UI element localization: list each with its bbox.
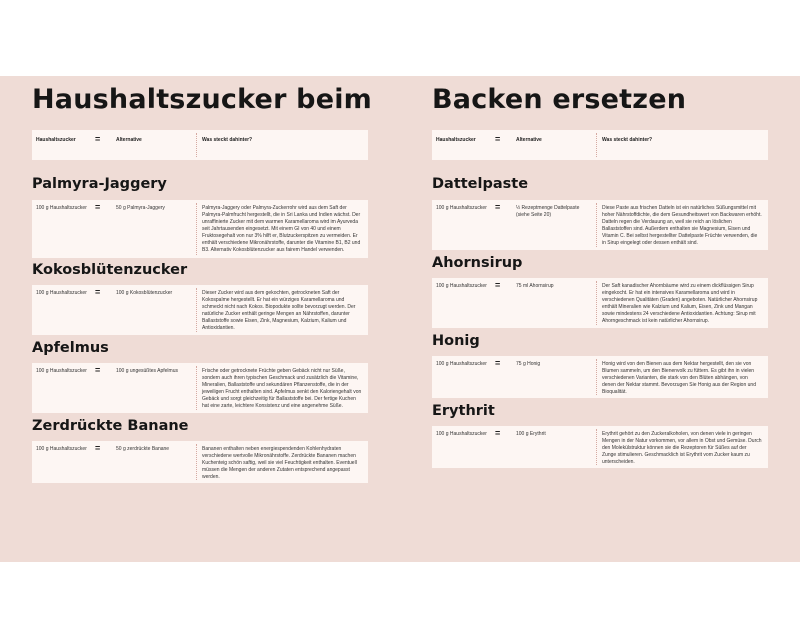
equals-sign: = (95, 134, 101, 144)
header-col-haushaltszucker: Haushaltszucker (436, 137, 476, 143)
section-title-honig: Honig (432, 333, 480, 349)
row-description: Der Saft kanadischer Ahornbäume wird zu einem dickflüssigen Sirup eingekocht. Er hat ein intensives Karamellaroma und wird in verschiedenen Qualitäten (Graden) angeboten. Natürlicher Ahornsirup enthält Mineralien wie Kalzium und Kalium, Eisen, Zink und Mangan sowie mindestens 24 verschiedene Antioxidantien. Achtung: Sirup mit Ahorngeschmack ist kein natürlicher Ahornsirup. (602, 283, 758, 324)
row-amount: 100 g Haushaltszucker (436, 205, 487, 211)
equals-sign: = (95, 287, 101, 297)
header-col-alternative: Alternative (116, 137, 142, 143)
table-header-right (432, 130, 768, 160)
column-divider (596, 133, 597, 157)
row-description: Honig wird von den Bienen aus dem Nektar hergestellt, den sie von Blumen sammeln, um den Bienenvolk zu füttern. Es gibt ihn in vielen verschiedenen Varianten, die stark von den Blüten abhängen, von denen der Nektar stammt. Bevorzugen Sie Honig aus der Region und Bioqualität. (602, 361, 756, 395)
row-alternative: 100 g Erythrit (516, 431, 546, 437)
page-title-right: Backen ersetzen (432, 84, 687, 115)
equals-sign: = (95, 202, 101, 212)
column-divider (596, 359, 597, 395)
row-alternative: 50 g zerdrückte Banane (116, 446, 170, 452)
column-divider (596, 429, 597, 465)
equals-sign: = (495, 428, 501, 438)
row-alternative: 100 g Kokosblütenzucker (116, 290, 173, 296)
column-divider (596, 281, 597, 325)
section-title-zerdrueckte-banane: Zerdrückte Banane (32, 418, 189, 434)
equals-sign: = (95, 365, 101, 375)
table-row-honig (432, 356, 768, 398)
header-col-was-steckt-dahinter: Was steckt dahinter? (202, 137, 253, 143)
row-description: Dieser Zucker wird aus dem gekochten, getrockneten Saft der Kokospalme hergestellt. Er hat ein würziges Karamellaroma und schmeckt nicht nach Kokos. Biopodukte sollte bevorzugt werden. Der natürliche Zucker enthält geringe Mengen an Nährstoffen, darunter Ballaststoffe sowie Eisen, Zink, Magnesium, Kalzium, Kalium und Antioxidantien. (202, 290, 356, 331)
book-spread (0, 76, 800, 562)
table-row-ahornsirup (432, 278, 768, 328)
row-alternative: 100 g ungesüßtes Apfelmus (116, 368, 178, 374)
row-alternative: ½ Rezeptmenge Dattelpaste (siehe Seite 20) (516, 205, 580, 218)
column-divider (196, 203, 197, 255)
header-col-haushaltszucker: Haushaltszucker (36, 137, 76, 143)
row-description: Erythrit gehört zu den Zuckeralkoholen, von denen viele in geringen Mengen in der Natur vorkommen, vor allem in Obst und Gemüse. Durch den Molekülstruktur können sie die Rezeptoren für Süßes auf der Zunge stimulieren. Geschmacklich ist Erythrit vom Zucker kaum zu unterscheiden. (602, 431, 762, 465)
row-amount: 100 g Haushaltszucker (36, 368, 87, 374)
section-title-palmyra-jaggery: Palmyra-Jaggery (32, 176, 167, 192)
row-description: Diese Paste aus frischen Datteln ist ein natürliches Süßungsmittel mit hoher Nährstoffdichte, die dem Gesundheitswert von Backwaren erhöht. Datteln regen die Verdauung an, weil sie reich an löslichen Ballaststoffen sind. Außerdem enthalten sie Magnesium, Eisen und Vitamin C. Bei selbst hergestellter Dattelpaste Früchte verwenden, die in Sirup eingelegt oder dessen enthält sind. (602, 205, 762, 246)
section-title-dattelpaste: Dattelpaste (432, 176, 529, 192)
section-title-apfelmus: Apfelmus (32, 340, 109, 356)
row-alternative: 75 g Honig (516, 361, 541, 367)
row-description: Bananen enthalten neben energiespendenden Kohlenhydraten verschiedene wertvolle Mikronährstoffe. Zerdrückte Bananen machen Kuchenteig schön saftig, weil sie viel Feuchtigkeit enthalten. Eventuell müssen die Mengen der anderen Zutaten entsprechend angepasst werden. (202, 446, 357, 480)
row-amount: 100 g Haushaltszucker (436, 361, 487, 367)
equals-sign: = (495, 280, 501, 290)
row-amount: 100 g Haushaltszucker (436, 283, 487, 289)
row-alternative: 50 g Palmyra-Jaggery (116, 205, 165, 211)
row-amount: 100 g Haushaltszucker (36, 205, 87, 211)
table-row-dattelpaste (432, 200, 768, 250)
equals-sign: = (495, 134, 501, 144)
equals-sign: = (95, 443, 101, 453)
right-page (400, 76, 800, 562)
table-row-erythrit (432, 426, 768, 468)
header-col-alternative: Alternative (516, 137, 542, 143)
column-divider (196, 366, 197, 410)
equals-sign: = (495, 358, 501, 368)
row-amount: 100 g Haushaltszucker (36, 446, 87, 452)
section-title-kokosbluetenzucker: Kokosblütenzucker (32, 262, 188, 278)
row-description: Palmyra-Jaggery oder Palmyra-Zuckerrohr wird aus dem Saft der Palmyra-Palmfrucht hergestellt, die in Sri Lanka und Indien wächst. Der unraffinierte Zucker mit dem warmen Karamellaroma wird im Ayurveda seit Jahrtausenden eingesetzt. Mit einem GI von 40 und einem Fruktosegehalt von nur 3% hilft er, Blutzuckerspitzen zu vermeiden. Er enthält verschiedene Mikronährstoffe, darunter die Vitamine B1, B2 und B3. Alternativ Kokosblütenzucker aus fairem Handel verwenden. (202, 205, 361, 253)
section-title-ahornsirup: Ahornsirup (432, 255, 523, 271)
column-divider (196, 444, 197, 480)
table-row-apfelmus (32, 363, 368, 413)
table-row-kokosbluetenzucker (32, 285, 368, 335)
table-row-zerdrueckte-banane (32, 441, 368, 483)
page-title-left: Haushaltszucker beim (32, 84, 373, 115)
table-header-left (32, 130, 368, 160)
table-row-palmyra-jaggery (32, 200, 368, 258)
header-col-was-steckt-dahinter: Was steckt dahinter? (602, 137, 653, 143)
row-amount: 100 g Haushaltszucker (436, 431, 487, 437)
column-divider (196, 288, 197, 332)
section-title-erythrit: Erythrit (432, 403, 495, 419)
left-page (0, 76, 400, 562)
equals-sign: = (495, 202, 501, 212)
row-alternative: 75 ml Ahornsirup (516, 283, 554, 289)
column-divider (196, 133, 197, 157)
row-amount: 100 g Haushaltszucker (36, 290, 87, 296)
row-description: Frische oder getrocknete Früchte geben Gebäck nicht nur Süße, sondern auch ihren typischen Geschmack und zusätzlich die Vitamine, Mineralien, Ballaststoffe und sekundären Pflanzenstoffe, die in der jeweiligen Frucht enthalten sind. Apfelmus senkt den Kaloriengehalt von Gebäck und sorgt gleichzeitig für Ballaststoffe bei. Der fertige Kuchen hat eine zarte, leichtere Konsistenz und eine angenehme Süße. (202, 368, 362, 409)
column-divider (596, 203, 597, 247)
